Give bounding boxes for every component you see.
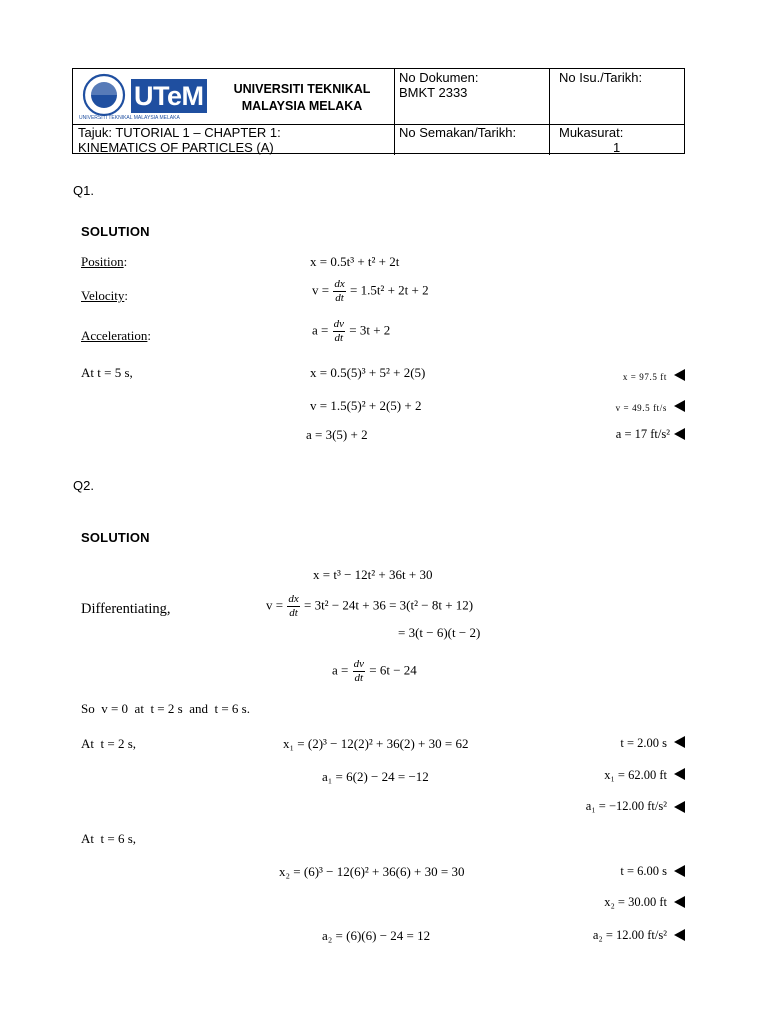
q2-a2-equation: a₂ = (6)(6) − 24 = 12 bbox=[322, 928, 431, 943]
q1-a-answer: a = 17 ft/s² bbox=[615, 427, 670, 441]
question-2-label: Q2. bbox=[73, 478, 94, 493]
q1-solution-heading: SOLUTION bbox=[81, 224, 150, 239]
q2-x1-answer: x₁ = 62.00 ft bbox=[604, 768, 667, 782]
q2-velocity-factored: = 3(t − 6)(t − 2) bbox=[398, 625, 481, 640]
university-name-line1: UNIVERSITI TEKNIKAL bbox=[233, 82, 371, 96]
answer-arrow-icon bbox=[674, 865, 685, 877]
q2-a2-answer: a₂ = 12.00 ft/s² bbox=[592, 928, 667, 942]
answer-arrow-icon bbox=[674, 428, 685, 440]
doc-number-value: BMKT 2333 bbox=[399, 85, 468, 100]
q2-at-t2-label: At t = 2 s, bbox=[81, 736, 137, 751]
q2-differentiating-label: Differentiating, bbox=[81, 601, 171, 617]
q2-velocity-equation: v = $\frac{dx}{dt}$ = 3t² − 24t + 36 = 3(t² − 8t + 12) bbox=[266, 593, 474, 619]
q1-velocity-equation: v = $\frac{dx}{dt}$ = 1.5t² + 2t + 2 bbox=[312, 278, 429, 304]
q1-position-equation: x = 0.5t³ + t² + 2t bbox=[310, 254, 400, 269]
q2-acceleration-equation: a = $\frac{dv}{dt}$ = 6t − 24 bbox=[332, 658, 417, 684]
header-divider bbox=[394, 69, 395, 155]
page-label: Mukasurat: bbox=[559, 125, 624, 140]
revision-label: No Semakan/Tarikh: bbox=[399, 125, 517, 140]
title-cell bbox=[78, 125, 392, 155]
q2-x2-equation: x₂ = (6)³ − 12(6)² + 36(6) + 30 = 30 bbox=[279, 864, 465, 879]
q2-x1-equation: x₁ = (2)³ − 12(2)² + 36(2) + 30 = 62 bbox=[283, 736, 469, 751]
doc-number-label: No Dokumen: bbox=[399, 70, 479, 85]
answer-arrow-icon bbox=[674, 801, 685, 813]
title-line1: Tajuk: TUTORIAL 1 – CHAPTER 1: bbox=[78, 125, 281, 140]
q1-x-answer: x = 97.5 ft bbox=[622, 372, 667, 382]
page-number: 1 bbox=[613, 140, 621, 155]
q2-at-t6-label: At t = 6 s, bbox=[81, 831, 137, 846]
q1-v-substitution: v = 1.5(5)² + 2(5) + 2 bbox=[310, 398, 422, 413]
answer-arrow-icon bbox=[674, 400, 685, 412]
q2-solution-heading: SOLUTION bbox=[81, 530, 150, 545]
answer-arrow-icon bbox=[674, 736, 685, 748]
q1-velocity-label: Velocity: bbox=[81, 288, 128, 303]
issue-cell bbox=[559, 70, 683, 85]
university-name-line2: MALAYSIA MELAKA bbox=[241, 99, 363, 113]
q1-acceleration-label: Acceleration: bbox=[81, 328, 152, 343]
logo-caption: UNIVERSITI TEKNIKAL MALAYSIA MELAKA bbox=[79, 115, 180, 121]
q1-acceleration-equation: a = $\frac{dv}{dt}$ = 3t + 2 bbox=[312, 318, 391, 344]
q2-t6-answer: t = 6.00 s bbox=[620, 864, 667, 878]
answer-arrow-icon bbox=[674, 896, 685, 908]
logo-wordmark: UTeM bbox=[134, 81, 204, 111]
q2-x2-answer: x₂ = 30.00 ft bbox=[604, 895, 667, 909]
answer-arrow-icon bbox=[674, 768, 685, 780]
issue-label: No Isu./Tarikh: bbox=[559, 70, 643, 85]
q1-v-answer: v = 49.5 ft/s bbox=[615, 403, 667, 413]
answer-arrow-icon bbox=[674, 369, 685, 381]
q2-a1-equation: a₁ = 6(2) − 24 = −12 bbox=[322, 769, 429, 784]
q1-at-t5-label: At t = 5 s, bbox=[81, 365, 133, 380]
header-divider bbox=[549, 69, 550, 155]
q2-t2-answer: t = 2.00 s bbox=[620, 736, 667, 750]
q1-position-label: Position: bbox=[81, 254, 128, 269]
q1-x-substitution: x = 0.5(5)³ + 5² + 2(5) bbox=[310, 365, 426, 380]
q2-a1-answer: a₁ = −12.00 ft/s² bbox=[585, 799, 667, 813]
utem-logo bbox=[77, 71, 209, 121]
document-header-table bbox=[72, 68, 685, 154]
university-name bbox=[213, 81, 391, 115]
doc-number-cell bbox=[399, 70, 547, 100]
question-1-label: Q1. bbox=[73, 183, 94, 198]
q2-position-equation: x = t³ − 12t² + 36t + 30 bbox=[313, 567, 433, 582]
q2-zero-velocity-statement: So v = 0 at t = 2 s and t = 6 s. bbox=[81, 701, 250, 716]
q1-a-substitution: a = 3(5) + 2 bbox=[306, 427, 368, 442]
page-cell bbox=[559, 125, 683, 155]
title-line2: KINEMATICS OF PARTICLES (A) bbox=[78, 140, 274, 155]
revision-cell bbox=[399, 125, 547, 140]
answer-arrow-icon bbox=[674, 929, 685, 941]
